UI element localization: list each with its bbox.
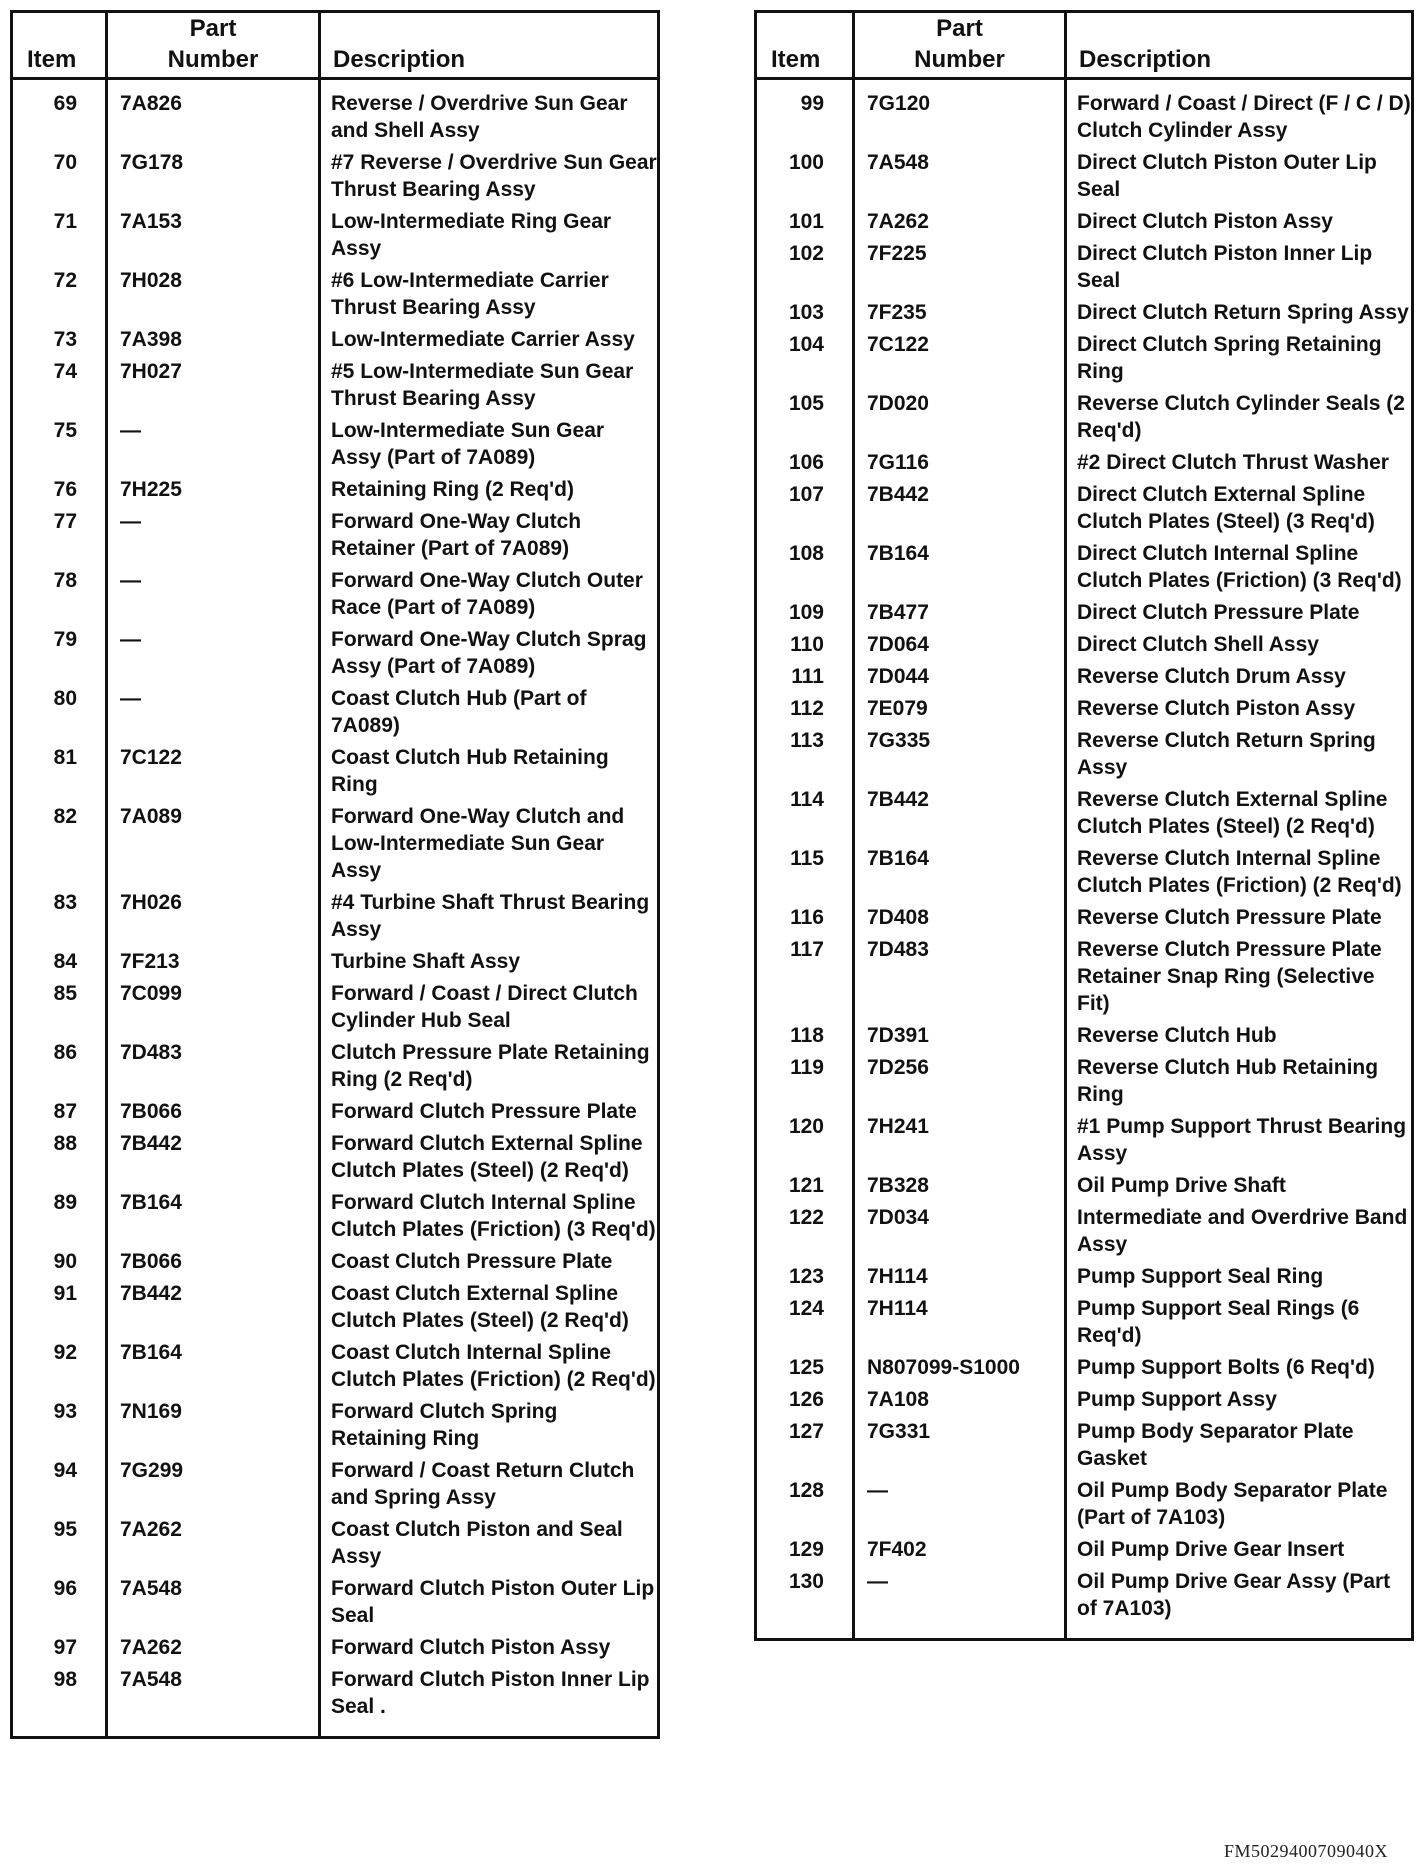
table-row	[756, 147, 1413, 206]
part-number: 7B442	[107, 1128, 320, 1187]
part-number: 7F402	[854, 1534, 1066, 1566]
item-number: 127	[756, 1416, 854, 1475]
part-description: Direct Clutch Internal Spline Clutch Plates (Friction) (3 Req'd)	[1077, 542, 1402, 592]
table-row	[12, 474, 659, 506]
part-number: 7A108	[854, 1384, 1066, 1416]
item-number: 77	[12, 506, 107, 565]
part-description: Low-Intermediate Sun Gear Assy (Part of 7A089)	[331, 419, 605, 469]
item-number: 100	[756, 147, 854, 206]
table-row	[12, 324, 659, 356]
part-description: #7 Reverse / Overdrive Sun Gear Thrust Bearing Assy	[331, 151, 657, 201]
table-row	[756, 388, 1413, 447]
table-row	[756, 479, 1413, 538]
table-row	[12, 1573, 659, 1632]
parts-table-left	[10, 10, 660, 1739]
table-row	[756, 1352, 1413, 1384]
item-number: 91	[12, 1278, 107, 1337]
table-row	[756, 661, 1413, 693]
part-description: Oil Pump Drive Gear Insert	[1077, 1538, 1345, 1561]
item-number: 109	[756, 597, 854, 629]
part-number: 7G331	[854, 1416, 1066, 1475]
table-row	[756, 1170, 1413, 1202]
part-number: —	[107, 565, 320, 624]
column-header-part-number: Part Number	[854, 12, 1066, 79]
part-description: Forward One-Way Clutch Sprag Assy (Part of 7A089)	[331, 628, 647, 678]
part-description: Low-Intermediate Ring Gear Assy	[331, 210, 612, 260]
part-number: —	[107, 683, 320, 742]
item-number: 112	[756, 693, 854, 725]
part-number: 7F235	[854, 297, 1066, 329]
item-number: 82	[12, 801, 107, 887]
table-row	[12, 1096, 659, 1128]
table-row	[12, 1632, 659, 1664]
item-number: 126	[756, 1384, 854, 1416]
item-number: 128	[756, 1475, 854, 1534]
item-number: 121	[756, 1170, 854, 1202]
item-number: 97	[12, 1632, 107, 1664]
column-header-part-number: Part Number	[107, 12, 320, 79]
table-row	[756, 1416, 1413, 1475]
part-description: Reverse Clutch External Spline Clutch Plates (Steel) (2 Req'd)	[1077, 788, 1388, 838]
part-number: 7B066	[107, 1246, 320, 1278]
table-row	[756, 725, 1413, 784]
column-header-item: Item	[12, 12, 107, 79]
part-description: Forward Clutch Piston Assy	[331, 1636, 611, 1659]
item-number: 122	[756, 1202, 854, 1261]
table-row	[12, 415, 659, 474]
part-number: 7B442	[854, 784, 1066, 843]
item-number: 75	[12, 415, 107, 474]
table-row	[756, 329, 1413, 388]
table-row	[756, 238, 1413, 297]
item-number: 120	[756, 1111, 854, 1170]
part-number: 7D064	[854, 629, 1066, 661]
table-row	[12, 565, 659, 624]
item-number: 107	[756, 479, 854, 538]
item-number: 92	[12, 1337, 107, 1396]
column-header-item: Item	[756, 12, 854, 79]
column-header-description: Description	[1066, 12, 1413, 79]
part-description: Pump Support Seal Ring	[1077, 1265, 1324, 1288]
item-number: 113	[756, 725, 854, 784]
table-row	[12, 147, 659, 206]
part-description: Forward Clutch External Spline Clutch Plates (Steel) (2 Req'd)	[331, 1132, 643, 1182]
table-row	[756, 1566, 1413, 1640]
item-number: 117	[756, 934, 854, 1020]
part-number: 7D408	[854, 902, 1066, 934]
table-row	[756, 597, 1413, 629]
part-description: Clutch Pressure Plate Retaining Ring (2 Req'd)	[331, 1041, 650, 1091]
part-description: Reverse Clutch Internal Spline Clutch Plates (Friction) (2 Req'd)	[1077, 847, 1402, 897]
part-description: Oil Pump Drive Shaft	[1077, 1174, 1286, 1197]
item-number: 86	[12, 1037, 107, 1096]
item-number: 104	[756, 329, 854, 388]
table-row	[756, 784, 1413, 843]
part-description: #4 Turbine Shaft Thrust Bearing Assy	[331, 891, 650, 941]
part-number: 7B164	[854, 843, 1066, 902]
part-description: Direct Clutch Piston Assy	[1077, 210, 1333, 233]
table-row	[756, 79, 1413, 148]
part-number: 7A089	[107, 801, 320, 887]
table-row	[756, 1020, 1413, 1052]
table-row	[12, 742, 659, 801]
part-description: Reverse Clutch Hub Retaining Ring	[1077, 1056, 1379, 1106]
part-number: 7G116	[854, 447, 1066, 479]
part-number: 7A262	[107, 1632, 320, 1664]
table-row	[756, 1111, 1413, 1170]
item-number: 124	[756, 1293, 854, 1352]
part-description: Direct Clutch Return Spring Assy	[1077, 301, 1409, 324]
item-number: 110	[756, 629, 854, 661]
part-description: Intermediate and Overdrive Band Assy	[1077, 1206, 1408, 1256]
table-row	[12, 356, 659, 415]
part-number: —	[854, 1566, 1066, 1640]
part-description: Oil Pump Drive Gear Assy (Part of 7A103)	[1077, 1570, 1391, 1620]
part-description: Pump Support Bolts (6 Req'd)	[1077, 1356, 1375, 1379]
part-number: 7C122	[854, 329, 1066, 388]
part-number: 7B442	[107, 1278, 320, 1337]
part-description: Direct Clutch Piston Inner Lip Seal	[1077, 242, 1373, 292]
item-number: 96	[12, 1573, 107, 1632]
part-description: Forward One-Way Clutch Outer Race (Part of 7A089)	[331, 569, 643, 619]
part-description: #2 Direct Clutch Thrust Washer	[1077, 451, 1389, 474]
item-number: 70	[12, 147, 107, 206]
part-description: Coast Clutch Internal Spline Clutch Plates (Friction) (2 Req'd)	[331, 1341, 656, 1391]
part-number: 7D483	[854, 934, 1066, 1020]
part-description: Coast Clutch Pressure Plate	[331, 1250, 613, 1273]
item-number: 78	[12, 565, 107, 624]
part-number: 7C099	[107, 978, 320, 1037]
item-number: 69	[12, 79, 107, 148]
item-number: 123	[756, 1261, 854, 1293]
part-number: N807099-S1000	[854, 1352, 1066, 1384]
part-number: 7H026	[107, 887, 320, 946]
part-number: 7A826	[107, 79, 320, 148]
part-number: 7A398	[107, 324, 320, 356]
part-description: #1 Pump Support Thrust Bearing Assy	[1077, 1115, 1407, 1165]
table-row	[12, 978, 659, 1037]
item-number: 88	[12, 1128, 107, 1187]
column-header-description: Description	[320, 12, 659, 79]
table-row	[756, 1202, 1413, 1261]
item-number: 80	[12, 683, 107, 742]
table-row	[12, 1664, 659, 1738]
table-row	[12, 79, 659, 148]
item-number: 106	[756, 447, 854, 479]
part-number: 7D256	[854, 1052, 1066, 1111]
part-description: Retaining Ring (2 Req'd)	[331, 478, 574, 501]
part-description: Direct Clutch Shell Assy	[1077, 633, 1319, 656]
table-row	[756, 693, 1413, 725]
table-row	[756, 447, 1413, 479]
part-number: 7H241	[854, 1111, 1066, 1170]
table-row	[12, 1278, 659, 1337]
item-number: 114	[756, 784, 854, 843]
figure-id: FM5029400709040X	[1223, 1841, 1388, 1861]
item-number: 103	[756, 297, 854, 329]
part-number: 7B477	[854, 597, 1066, 629]
part-description: Coast Clutch Piston and Seal Assy	[331, 1518, 623, 1568]
part-description: Reverse Clutch Cylinder Seals (2 Req'd)	[1077, 392, 1405, 442]
item-number: 119	[756, 1052, 854, 1111]
table-header-row	[756, 12, 1413, 79]
part-description: Forward / Coast Return Clutch and Spring Assy	[331, 1459, 635, 1509]
table-header-row	[12, 12, 659, 79]
part-description: Direct Clutch Pressure Plate	[1077, 601, 1360, 624]
part-description: Low-Intermediate Carrier Assy	[331, 328, 635, 351]
part-number: 7F213	[107, 946, 320, 978]
table-row	[12, 624, 659, 683]
table-row	[12, 265, 659, 324]
part-number: 7A262	[854, 206, 1066, 238]
part-description: Forward / Coast / Direct (F / C / D) Clutch Cylinder Assy	[1077, 92, 1411, 142]
part-number: 7B164	[107, 1337, 320, 1396]
part-number: 7H027	[107, 356, 320, 415]
part-description: Oil Pump Body Separator Plate (Part of 7A103)	[1077, 1479, 1388, 1529]
part-number: 7G335	[854, 725, 1066, 784]
item-number: 76	[12, 474, 107, 506]
part-description: Reverse / Overdrive Sun Gear and Shell Assy	[331, 92, 628, 142]
part-number: 7B164	[854, 538, 1066, 597]
item-number: 71	[12, 206, 107, 265]
part-description: Pump Support Assy	[1077, 1388, 1277, 1411]
part-description: Forward / Coast / Direct Clutch Cylinder Hub Seal	[331, 982, 638, 1032]
part-description: Reverse Clutch Hub	[1077, 1024, 1277, 1047]
table-row	[756, 1475, 1413, 1534]
item-number: 95	[12, 1514, 107, 1573]
part-number: 7H028	[107, 265, 320, 324]
table-row	[12, 887, 659, 946]
part-number: —	[107, 624, 320, 683]
item-number: 79	[12, 624, 107, 683]
part-description: Forward Clutch Piston Outer Lip Seal	[331, 1577, 655, 1627]
item-number: 98	[12, 1664, 107, 1738]
item-number: 81	[12, 742, 107, 801]
table-row	[756, 934, 1413, 1020]
part-description: Coast Clutch Hub Retaining Ring	[331, 746, 609, 796]
part-number: 7B066	[107, 1096, 320, 1128]
item-number: 73	[12, 324, 107, 356]
table-row	[756, 1293, 1413, 1352]
part-number: —	[107, 506, 320, 565]
table-row	[12, 1246, 659, 1278]
part-description: Pump Body Separator Plate Gasket	[1077, 1420, 1354, 1470]
part-number: 7D020	[854, 388, 1066, 447]
part-number: 7G299	[107, 1455, 320, 1514]
part-number: 7D044	[854, 661, 1066, 693]
item-number: 116	[756, 902, 854, 934]
part-number: 7A548	[854, 147, 1066, 206]
table-row	[756, 538, 1413, 597]
part-description: Forward Clutch Pressure Plate	[331, 1100, 637, 1123]
part-description: Reverse Clutch Drum Assy	[1077, 665, 1346, 688]
part-description: Direct Clutch Spring Retaining Ring	[1077, 333, 1382, 383]
item-number: 72	[12, 265, 107, 324]
item-number: 74	[12, 356, 107, 415]
part-description: Reverse Clutch Pressure Plate Retainer Snap Ring (Selective Fit)	[1077, 938, 1382, 1015]
table-row	[756, 1534, 1413, 1566]
part-description: #5 Low-Intermediate Sun Gear Thrust Bearing Assy	[331, 360, 634, 410]
table-row	[756, 206, 1413, 238]
part-number: 7A548	[107, 1573, 320, 1632]
part-number: 7A153	[107, 206, 320, 265]
table-row	[12, 946, 659, 978]
table-row	[12, 1337, 659, 1396]
part-description: Reverse Clutch Piston Assy	[1077, 697, 1356, 720]
part-description: Direct Clutch External Spline Clutch Plates (Steel) (3 Req'd)	[1077, 483, 1375, 533]
table-row	[12, 1396, 659, 1455]
parts-table-right	[754, 10, 1414, 1641]
part-description: Forward Clutch Internal Spline Clutch Plates (Friction) (3 Req'd)	[331, 1191, 656, 1241]
table-row	[756, 297, 1413, 329]
table-row	[756, 1261, 1413, 1293]
part-number: —	[107, 415, 320, 474]
item-number: 93	[12, 1396, 107, 1455]
part-description: Forward One-Way Clutch and Low-Intermediate Sun Gear Assy	[331, 805, 625, 882]
table-row	[12, 1128, 659, 1187]
item-number: 130	[756, 1566, 854, 1640]
item-number: 94	[12, 1455, 107, 1514]
part-description: Turbine Shaft Assy	[331, 950, 521, 973]
part-number: 7D483	[107, 1037, 320, 1096]
table-row	[12, 801, 659, 887]
part-number: 7B328	[854, 1170, 1066, 1202]
table-row	[12, 1037, 659, 1096]
item-number: 108	[756, 538, 854, 597]
part-number: 7H114	[854, 1293, 1066, 1352]
part-number: 7B164	[107, 1187, 320, 1246]
part-description: Reverse Clutch Pressure Plate	[1077, 906, 1382, 929]
item-number: 105	[756, 388, 854, 447]
item-number: 115	[756, 843, 854, 902]
table-row	[12, 1455, 659, 1514]
item-number: 125	[756, 1352, 854, 1384]
part-number: 7D034	[854, 1202, 1066, 1261]
part-number: 7C122	[107, 742, 320, 801]
item-number: 89	[12, 1187, 107, 1246]
part-description: Coast Clutch Hub (Part of 7A089)	[331, 687, 587, 737]
table-row	[12, 506, 659, 565]
part-number: 7F225	[854, 238, 1066, 297]
part-description: Forward Clutch Piston Inner Lip Seal .	[331, 1668, 650, 1718]
item-number: 84	[12, 946, 107, 978]
part-number: 7E079	[854, 693, 1066, 725]
table-row	[12, 1514, 659, 1573]
item-number: 87	[12, 1096, 107, 1128]
table-row	[756, 1384, 1413, 1416]
part-number: 7A262	[107, 1514, 320, 1573]
item-number: 111	[756, 661, 854, 693]
part-number: 7G120	[854, 79, 1066, 148]
table-row	[756, 629, 1413, 661]
table-row	[12, 206, 659, 265]
table-row	[756, 1052, 1413, 1111]
item-number: 129	[756, 1534, 854, 1566]
part-description: Forward One-Way Clutch Retainer (Part of 7A089)	[331, 510, 582, 560]
item-number: 85	[12, 978, 107, 1037]
item-number: 83	[12, 887, 107, 946]
part-description: Direct Clutch Piston Outer Lip Seal	[1077, 151, 1377, 201]
item-number: 102	[756, 238, 854, 297]
part-number: 7H225	[107, 474, 320, 506]
part-number: 7H114	[854, 1261, 1066, 1293]
table-row	[756, 843, 1413, 902]
part-description: Reverse Clutch Return Spring Assy	[1077, 729, 1376, 779]
part-number: 7G178	[107, 147, 320, 206]
part-number: 7B442	[854, 479, 1066, 538]
table-row	[12, 1187, 659, 1246]
item-number: 101	[756, 206, 854, 238]
part-description: Pump Support Seal Rings (6 Req'd)	[1077, 1297, 1360, 1347]
part-number: 7N169	[107, 1396, 320, 1455]
table-row	[756, 902, 1413, 934]
part-number: 7D391	[854, 1020, 1066, 1052]
part-description: Coast Clutch External Spline Clutch Plates (Steel) (2 Req'd)	[331, 1282, 629, 1332]
item-number: 99	[756, 79, 854, 148]
item-number: 90	[12, 1246, 107, 1278]
item-number: 118	[756, 1020, 854, 1052]
part-number: —	[854, 1475, 1066, 1534]
part-number: 7A548	[107, 1664, 320, 1738]
table-row	[12, 683, 659, 742]
part-description: Forward Clutch Spring Retaining Ring	[331, 1400, 558, 1450]
part-description: #6 Low-Intermediate Carrier Thrust Bearing Assy	[331, 269, 609, 319]
